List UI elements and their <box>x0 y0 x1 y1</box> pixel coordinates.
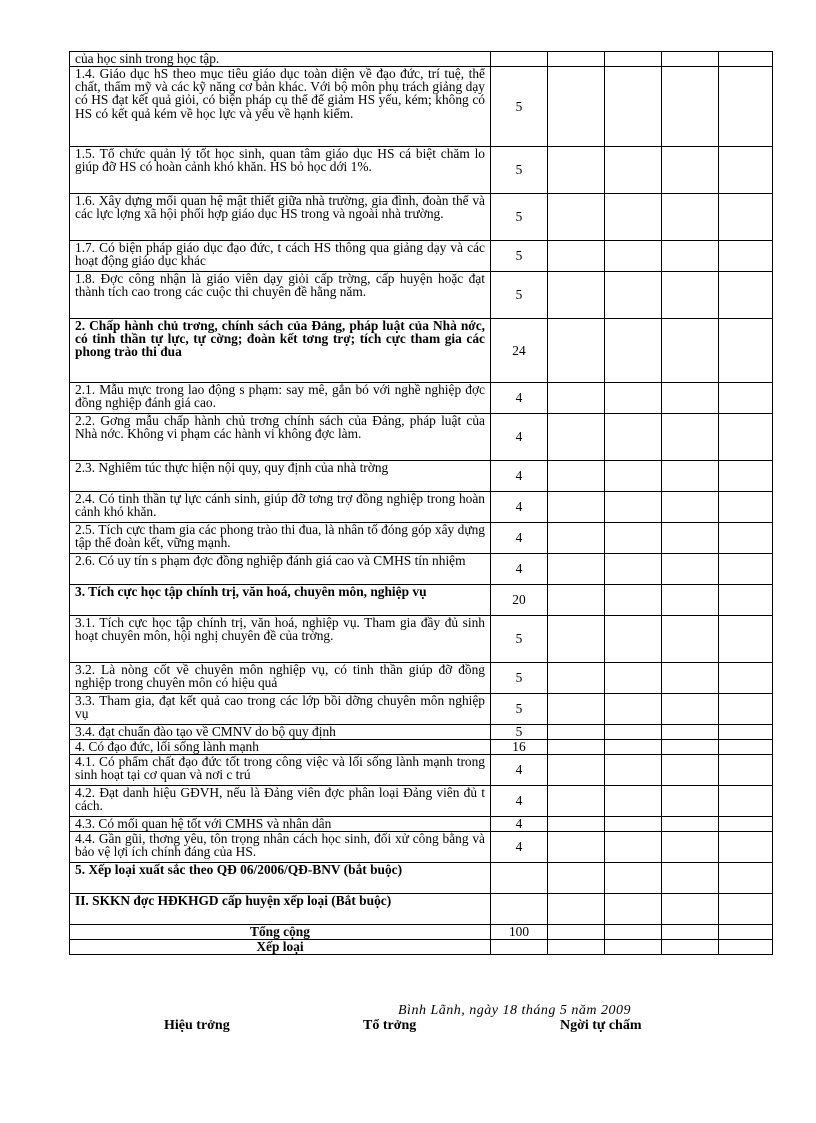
criterion-text: II. SKKN đợc HĐKHGD cấp huyện xếp loại (Bắt buộc) <box>70 894 491 925</box>
empty-cell <box>719 194 773 241</box>
empty-cell <box>719 241 773 272</box>
empty-cell <box>719 817 773 832</box>
empty-cell <box>605 894 662 925</box>
empty-cell <box>662 616 719 663</box>
empty-cell <box>662 585 719 616</box>
empty-cell <box>719 725 773 740</box>
max-score: 5 <box>491 147 548 194</box>
criterion-text: 3.3. Tham gia, đạt kết quả cao trong các lớp bồi dỡng chuyên môn nghiệp vụ <box>70 694 491 725</box>
criterion-text: 2.3. Nghiêm túc thực hiện nội quy, quy định của nhà trờng <box>70 461 491 492</box>
empty-cell <box>605 740 662 755</box>
principal-signature-label: Hiệu trởng <box>164 1018 230 1033</box>
empty-cell <box>719 894 773 925</box>
empty-cell <box>548 414 605 461</box>
criterion-text: 2.2. Gơng mẫu chấp hành chủ trơng chính sách của Đảng, pháp luật của Nhà nớc. Không vi phạm các hành vi không đợc làm. <box>70 414 491 461</box>
empty-cell <box>605 694 662 725</box>
empty-cell <box>548 940 605 955</box>
empty-cell <box>605 925 662 940</box>
table-row <box>70 755 773 786</box>
empty-cell <box>548 725 605 740</box>
criterion-text: 1.4. Giáo dục hS theo mục tiêu giáo dục toàn diện về đạo đức, trí tuệ, thể chất, thẩm mỹ và các kỹ năng cơ bản khác. Với bộ môn phụ trách giảng dạy có HS đạt kết quả giỏi, có biện pháp cụ thể để giảm HS yếu, kém; không có HS có kết quả kém về học lực và yếu về hạnh kiểm. <box>70 67 491 147</box>
max-score <box>491 863 548 894</box>
empty-cell <box>662 272 719 319</box>
empty-cell <box>548 663 605 694</box>
empty-cell <box>719 147 773 194</box>
empty-cell <box>548 925 605 940</box>
empty-cell <box>662 461 719 492</box>
table-row <box>70 67 773 147</box>
empty-cell <box>605 67 662 147</box>
empty-cell <box>548 740 605 755</box>
empty-cell <box>605 725 662 740</box>
criterion-text: 2.1. Mẫu mực trong lao động s phạm: say mê, gắn bó với nghề nghiệp đợc đồng nghiệp đánh giá cao. <box>70 383 491 414</box>
criterion-text: 3. Tích cực học tập chính trị, văn hoá, chuyên môn, nghiệp vụ <box>70 585 491 616</box>
empty-cell <box>662 940 719 955</box>
empty-cell <box>548 383 605 414</box>
empty-cell <box>548 817 605 832</box>
empty-cell <box>605 414 662 461</box>
evaluation-rows <box>70 52 773 925</box>
total-row <box>70 925 773 940</box>
empty-cell <box>662 663 719 694</box>
empty-cell <box>548 461 605 492</box>
max-score <box>491 894 548 925</box>
empty-cell <box>548 755 605 786</box>
max-score: 5 <box>491 67 548 147</box>
criterion-text: 4.2. Đạt danh hiệu GĐVH, nếu là Đảng viên đợc phân loại Đảng viên đủ t cách. <box>70 786 491 817</box>
max-score: 5 <box>491 725 548 740</box>
empty-cell <box>662 52 719 67</box>
empty-cell <box>605 272 662 319</box>
criterion-text: 4.4. Gần gũi, thơng yêu, tôn trọng nhân cách học sinh, đối xử công bằng và bảo vệ lợi ích chính đáng của HS. <box>70 832 491 863</box>
max-score: 4 <box>491 461 548 492</box>
max-score: 4 <box>491 755 548 786</box>
empty-cell <box>548 616 605 663</box>
table-row <box>70 272 773 319</box>
max-score: 5 <box>491 694 548 725</box>
table-row <box>70 414 773 461</box>
total-label: Tổng cộng <box>70 925 491 940</box>
max-score: 4 <box>491 554 548 585</box>
empty-cell <box>491 940 548 955</box>
self-assessor-signature-label: Ngời tự chấm <box>560 1018 642 1033</box>
empty-cell <box>548 786 605 817</box>
empty-cell <box>662 67 719 147</box>
empty-cell <box>662 817 719 832</box>
empty-cell <box>605 817 662 832</box>
criterion-text: 1.7. Có biện pháp giáo dục đạo đức, t cách HS thông qua giảng dạy và các hoạt động giáo dục khác <box>70 241 491 272</box>
empty-cell <box>719 755 773 786</box>
max-score: 24 <box>491 319 548 383</box>
max-score: 4 <box>491 786 548 817</box>
empty-cell <box>605 554 662 585</box>
empty-cell <box>719 383 773 414</box>
empty-cell <box>548 67 605 147</box>
empty-cell <box>605 863 662 894</box>
max-score: 4 <box>491 832 548 863</box>
criterion-text: 1.8. Đợc công nhận là giáo viên dạy giỏi cấp trờng, cấp huyện hoặc đạt thành tích cao trong các cuộc thi chuyên đề hằng năm. <box>70 272 491 319</box>
empty-cell <box>605 319 662 383</box>
table-row <box>70 383 773 414</box>
empty-cell <box>662 740 719 755</box>
max-score: 5 <box>491 194 548 241</box>
empty-cell <box>662 755 719 786</box>
empty-cell <box>719 272 773 319</box>
empty-cell <box>605 663 662 694</box>
empty-cell <box>719 67 773 147</box>
criterion-text: 3.1. Tích cực học tập chính trị, văn hoá, nghiệp vụ. Tham gia đầy đủ sinh hoạt chuyên môn, hội nghị chuyên đề của trờng. <box>70 616 491 663</box>
empty-cell <box>719 461 773 492</box>
max-score: 20 <box>491 585 548 616</box>
max-score: 4 <box>491 817 548 832</box>
criterion-text: 1.5. Tổ chức quản lý tốt học sinh, quan tâm giáo dục HS cá biệt chăm lo giúp đỡ HS có hoàn cảnh khó khăn. HS bỏ học dới 1%. <box>70 147 491 194</box>
table-row <box>70 461 773 492</box>
empty-cell <box>662 523 719 554</box>
empty-cell <box>548 863 605 894</box>
empty-cell <box>605 832 662 863</box>
empty-cell <box>548 554 605 585</box>
empty-cell <box>662 383 719 414</box>
empty-cell <box>605 616 662 663</box>
empty-cell <box>662 894 719 925</box>
criterion-text: 4.3. Có mối quan hệ tốt với CMHS và nhân dân <box>70 817 491 832</box>
total-score: 100 <box>491 925 548 940</box>
table-row <box>70 740 773 755</box>
table-row <box>70 616 773 663</box>
empty-cell <box>662 725 719 740</box>
max-score: 4 <box>491 383 548 414</box>
criterion-text: 4. Có đạo đức, lối sống lành mạnh <box>70 740 491 755</box>
empty-cell <box>662 786 719 817</box>
max-score: 4 <box>491 523 548 554</box>
date-line: Bình Lãnh, ngày 18 tháng 5 năm 2009 <box>398 1003 631 1018</box>
criterion-text: 2.5. Tích cực tham gia các phong trào thi đua, là nhân tố đóng góp xây dựng tập thể đoàn kết, vững mạnh. <box>70 523 491 554</box>
max-score: 5 <box>491 241 548 272</box>
table-row <box>70 585 773 616</box>
empty-cell <box>719 616 773 663</box>
empty-cell <box>662 241 719 272</box>
criterion-text: của học sinh trong học tập. <box>70 52 491 67</box>
criterion-text: 2.4. Có tinh thần tự lực cánh sinh, giúp đỡ tơng trợ đồng nghiệp trong hoàn cảnh khó khăn. <box>70 492 491 523</box>
empty-cell <box>719 414 773 461</box>
rank-row <box>70 940 773 955</box>
empty-cell <box>662 319 719 383</box>
table-row <box>70 894 773 925</box>
max-score <box>491 52 548 67</box>
table-row <box>70 863 773 894</box>
empty-cell <box>719 925 773 940</box>
table-row <box>70 694 773 725</box>
empty-cell <box>719 585 773 616</box>
table-row <box>70 786 773 817</box>
max-score: 4 <box>491 414 548 461</box>
empty-cell <box>719 663 773 694</box>
max-score: 5 <box>491 663 548 694</box>
empty-cell <box>605 147 662 194</box>
max-score: 5 <box>491 272 548 319</box>
table-row <box>70 194 773 241</box>
table-row <box>70 832 773 863</box>
max-score: 5 <box>491 616 548 663</box>
rank-label: Xếp loại <box>70 940 491 955</box>
empty-cell <box>719 319 773 383</box>
table-row <box>70 52 773 67</box>
empty-cell <box>662 554 719 585</box>
empty-cell <box>548 272 605 319</box>
max-score: 4 <box>491 492 548 523</box>
empty-cell <box>548 694 605 725</box>
evaluation-table <box>69 51 773 955</box>
empty-cell <box>662 832 719 863</box>
empty-cell <box>662 194 719 241</box>
table-row <box>70 554 773 585</box>
empty-cell <box>662 492 719 523</box>
empty-cell <box>662 147 719 194</box>
empty-cell <box>605 492 662 523</box>
empty-cell <box>662 694 719 725</box>
empty-cell <box>548 585 605 616</box>
empty-cell <box>719 940 773 955</box>
empty-cell <box>719 52 773 67</box>
empty-cell <box>605 241 662 272</box>
table-row <box>70 241 773 272</box>
empty-cell <box>719 786 773 817</box>
empty-cell <box>548 241 605 272</box>
table-row <box>70 725 773 740</box>
criterion-text: 4.1. Có phẩm chất đạo đức tốt trong công việc và lối sống lành mạnh trong sinh hoạt tại cơ quan và nơi c trú <box>70 755 491 786</box>
empty-cell <box>548 832 605 863</box>
empty-cell <box>548 194 605 241</box>
empty-cell <box>662 863 719 894</box>
empty-cell <box>719 832 773 863</box>
criterion-text: 3.4. đạt chuẩn đào tạo về CMNV do bộ quy định <box>70 725 491 740</box>
empty-cell <box>605 461 662 492</box>
empty-cell <box>605 585 662 616</box>
empty-cell <box>719 694 773 725</box>
table-row <box>70 523 773 554</box>
criterion-text: 5. Xếp loại xuất sắc theo QĐ 06/2006/QĐ-BNV (bắt buộc) <box>70 863 491 894</box>
empty-cell <box>662 925 719 940</box>
empty-cell <box>605 523 662 554</box>
empty-cell <box>605 383 662 414</box>
empty-cell <box>548 52 605 67</box>
empty-cell <box>605 786 662 817</box>
table-row <box>70 319 773 383</box>
empty-cell <box>605 52 662 67</box>
empty-cell <box>548 523 605 554</box>
empty-cell <box>719 492 773 523</box>
criterion-text: 2.6. Có uy tín s phạm đợc đồng nghiệp đánh giá cao và CMHS tín nhiệm <box>70 554 491 585</box>
table-row <box>70 492 773 523</box>
empty-cell <box>605 755 662 786</box>
criterion-text: 1.6. Xây dựng mối quan hệ mật thiết giữa nhà trường, gia đình, đoàn thể và các lực lợng xã hội phối hợp giáo dục HS trong và ngoài nhà trường. <box>70 194 491 241</box>
empty-cell <box>548 894 605 925</box>
empty-cell <box>605 940 662 955</box>
empty-cell <box>548 492 605 523</box>
empty-cell <box>662 414 719 461</box>
table-row <box>70 147 773 194</box>
empty-cell <box>605 194 662 241</box>
criterion-text: 2. Chấp hành chủ trơng, chính sách của Đảng, pháp luật của Nhà nớc, có tinh thần tự lực, tự cờng; đoàn kết tơng trợ; tích cực tham gia các phong trào thi đua <box>70 319 491 383</box>
group-leader-signature-label: Tổ trởng <box>363 1018 417 1033</box>
criterion-text: 3.2. Là nòng cốt về chuyên môn nghiệp vụ, có tinh thần giúp đỡ đồng nghiệp trong chuyên môn có hiệu quả <box>70 663 491 694</box>
table-row <box>70 663 773 694</box>
empty-cell <box>719 740 773 755</box>
empty-cell <box>719 523 773 554</box>
table-row <box>70 817 773 832</box>
empty-cell <box>719 554 773 585</box>
max-score: 16 <box>491 740 548 755</box>
empty-cell <box>548 147 605 194</box>
empty-cell <box>548 319 605 383</box>
empty-cell <box>719 863 773 894</box>
